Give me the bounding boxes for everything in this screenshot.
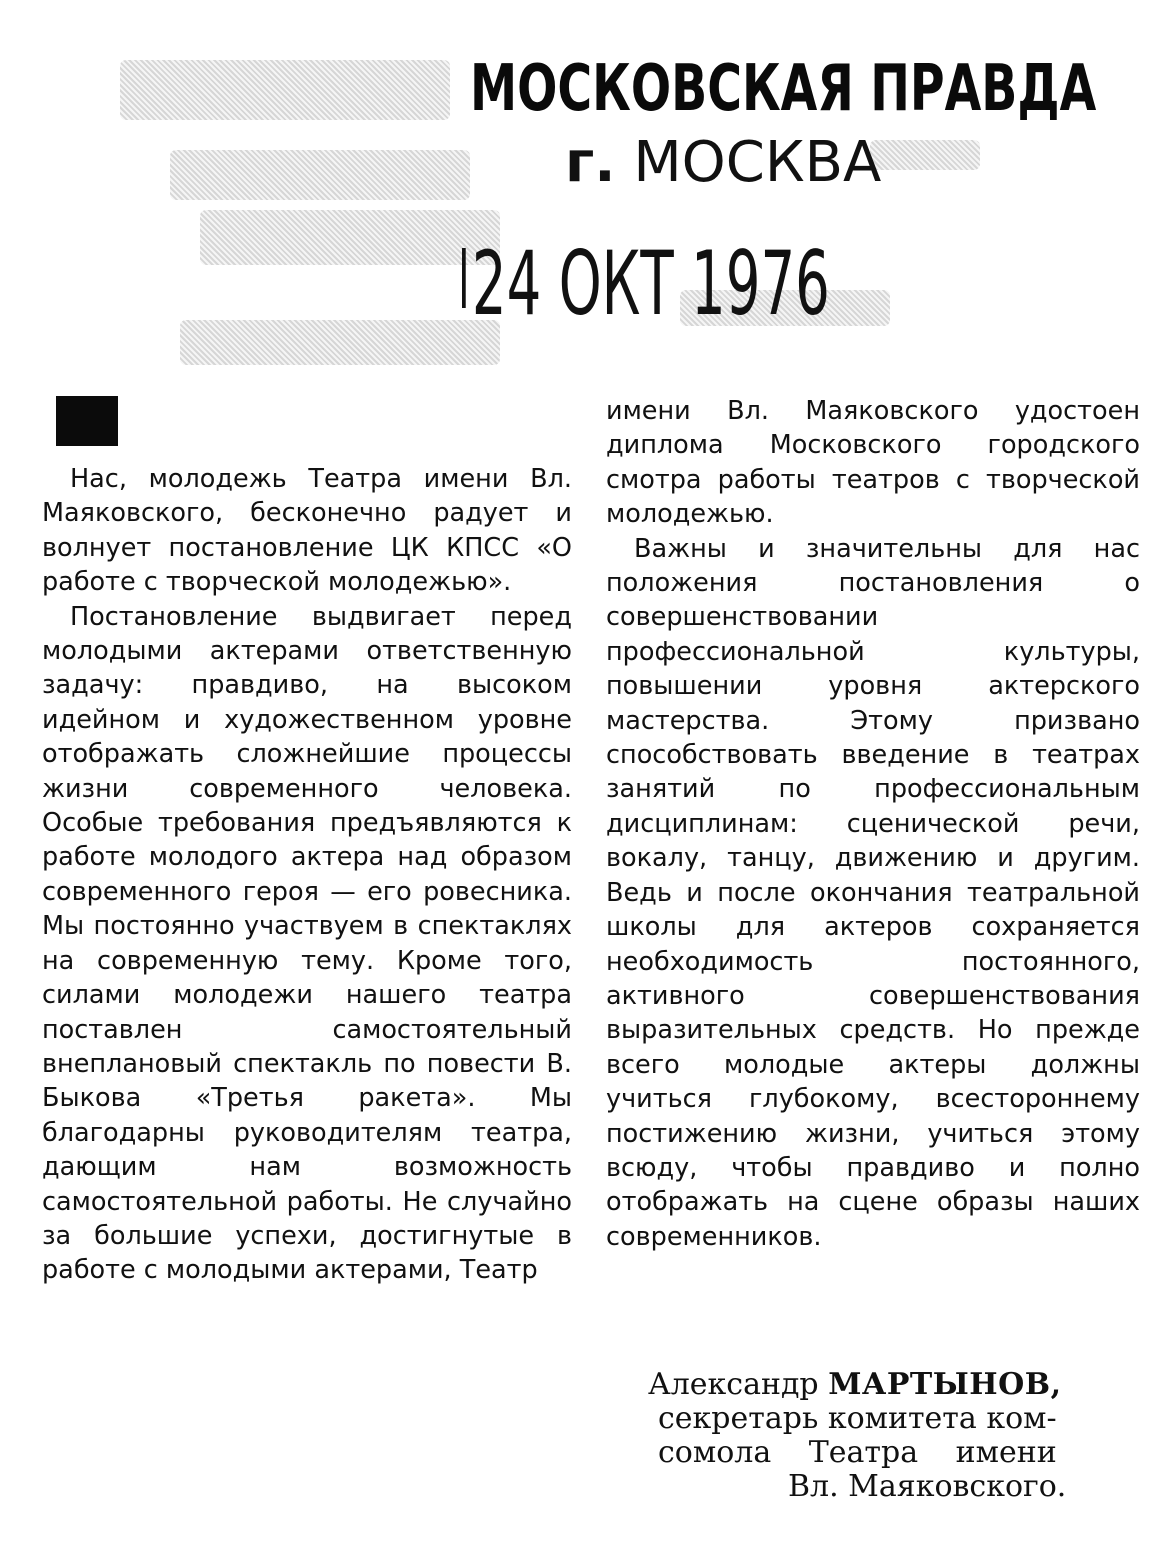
article-start-marker <box>56 396 118 446</box>
date-stamp-text: 24 ОКТ 1976 <box>471 232 830 335</box>
stamp-smudge <box>870 140 980 170</box>
author-title-line: сомола Театра имени <box>658 1435 1057 1470</box>
author-title-line: Вл. Маяковского. <box>788 1469 1067 1504</box>
article-column-left <box>42 462 572 1288</box>
date-stamp <box>462 232 830 335</box>
article-paragraph: имени Вл. Маяковского удостоен диплома Московского городского смотра работы театров с творческой молодежью. <box>606 396 1140 530</box>
stamp-smudge <box>180 320 500 365</box>
article-paragraph: Постановление выдвигает перед молодыми актерами ответственную задачу: правдиво, на высоком идейном и художественном уровне отображать сложнейшие процессы жизни современного человека. Особые требования предъявляются к работе молодого актера над образом современного героя — его ровесника. Мы постоянно участвуем в спектаклях на современную тему. Кроме того, силами молодежи нашего театра поставлен самостоятельный внеплановый спектакль по повести В. Быкова «Третья ракета». Мы благодарны руководителям театра, дающим нам возможность самостоятельной работы. Не случайно за большие успехи, достигнутые в работе с молодыми актерами, Театр <box>42 601 572 1286</box>
stamp-smudge <box>170 150 470 200</box>
article-column-right <box>606 394 1140 1254</box>
stamp-smudge <box>120 60 450 120</box>
author-surname: МАРТЫНОВ, <box>828 1367 1062 1402</box>
author-title-line: секретарь комитета ком- <box>658 1401 1057 1436</box>
author-first-name: Александр <box>648 1367 819 1402</box>
stamp-smudge <box>200 210 500 265</box>
city-name: МОСКВА <box>633 130 882 195</box>
author-signature <box>648 1368 1118 1504</box>
newspaper-title: МОСКОВСКАЯ ПРАВДА <box>470 52 1097 126</box>
article-paragraph: Нас, молодежь Театра имени Вл. Маяковского, бесконечно радует и волнует постановление ЦК КПСС «О работе с творческой молодежью». <box>42 464 572 598</box>
newspaper-stamp <box>0 0 1172 380</box>
date-stamp-bar <box>462 248 466 308</box>
newspaper-city <box>565 130 881 195</box>
author-name <box>648 1368 1118 1402</box>
city-prefix: г. <box>565 130 616 195</box>
article-paragraph: Важны и значительны для нас положения постановления о совершенствовании профессиональной культуры, повышении уровня актерского мастерства. Этому призвано способствовать введение в театрах занятий по профессиональным дисциплинам: сценической речи, вокалу, танцу, движению и другим. Ведь и после окончания театральной школы для актеров сохраняется необходимость постоянного, активного совершенствования выразительных средств. Но прежде всего молодые актеры должны учиться глубокому, всестороннему постижению жизни, учиться этому всюду, чтобы правдиво и полно отображать на сцене образы наших современников. <box>606 533 1140 1252</box>
